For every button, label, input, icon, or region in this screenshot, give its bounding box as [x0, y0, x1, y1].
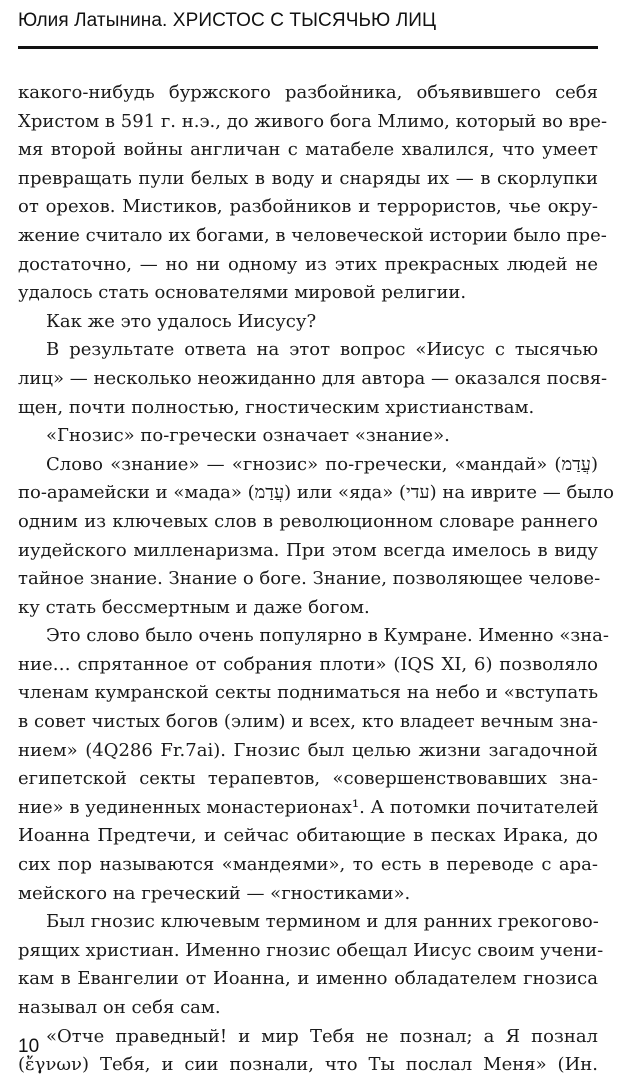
text-line: В результате ответа на этот вопрос «Иисус с тысячью	[46, 339, 598, 361]
text-line: сих пор называются «мандеями», то есть в переводе с ара-	[18, 854, 598, 876]
text-line: от орехов. Мистиков, разбойников и террористов, чье окру-	[18, 196, 598, 218]
text-line: жение считало их богами, в человеческой истории было пре-	[18, 224, 607, 246]
text-line: нием» (4Q286 Fr.7ai). Гнозис был целью жизни загадочной	[18, 739, 598, 761]
text-line: иудейского милленаризма. При этом всегда имелось в виду	[18, 539, 598, 561]
text-line: ку стать бессмертным и даже богом.	[18, 596, 370, 618]
text-line: тайное знание. Знание о боге. Знание, позволяющее челове-	[18, 568, 601, 590]
text-line: Как же это удалось Иисусу?	[46, 310, 317, 332]
text-line: называл он себя сам.	[18, 997, 221, 1018]
header-rule	[18, 46, 598, 49]
page-number: 10	[18, 1036, 40, 1057]
text-line: щен, почти полностью, гностическим христианствам.	[18, 396, 535, 418]
text-line: ние» в уединенных монастерионах¹. А потомки почитателей	[18, 796, 599, 818]
text-line: Иоанна Предтечи, и сейчас обитающие в песках Ирака, до	[18, 825, 598, 847]
text-line: достаточно, — но ни одному из этих прекрасных людей не	[18, 253, 598, 275]
text-line: «Отче праведный! и мир Тебя не познал; а Я познал	[46, 1025, 598, 1047]
text-line: (ἔγνων) Тебя, и сии познали, что Ты послал Меня» (Ин.	[18, 1054, 598, 1076]
body-text	[18, 79, 614, 1080]
text-line: кам в Евангелии от Иоанна, и именно обладателем гнозиса	[18, 968, 598, 990]
text-line: превращать пули белых в воду и снаряды их — в скорлупки	[18, 167, 598, 189]
text-line: мя второй войны англичан с матабеле хвалился, что умеет	[18, 139, 598, 161]
text-line: членам кумранской секты подниматься на небо и «вступать	[18, 682, 598, 704]
text-line: в совет чистых богов (элим) и всех, кто владеет вечным зна-	[18, 711, 598, 733]
text-line: египетской секты терапевтов, «совершенствовавших зна-	[18, 768, 598, 790]
text-line: Это слово было очень популярно в Кумране. Именно «зна-	[46, 625, 609, 647]
text-line: Христом в 591 г. н.э., до живого бога Млимо, который во вре-	[18, 110, 608, 132]
text-line: Был гнозис ключевым термином и для ранних грекогово-	[46, 911, 599, 933]
text-line: ние… спрятанное от собрания плоти» (IQS XI, 6) позволяло	[18, 653, 598, 675]
text-line: «Гнозис» по-гречески означает «знание».	[46, 425, 450, 447]
text-line: лиц» — несколько неожиданно для автора — оказался посвя-	[18, 367, 608, 389]
text-line: Слово «знание» — «гнозис» по-гречески, «мандай» (עֲדַמ)	[46, 453, 598, 475]
text-line: одним из ключевых слов в революционном словаре раннего	[18, 510, 598, 532]
text-line: по-арамейски и «мада» (עֲדַמ) или «яда» (עדי) на иврите — было	[18, 482, 614, 504]
text-line: мейского на греческий — «гностиками».	[18, 882, 411, 904]
running-head: Юлия Латынина. ХРИСТОС С ТЫСЯЧЬЮ ЛИЦ	[18, 10, 437, 31]
text-line: удалось стать основателями мировой религии.	[18, 282, 467, 304]
text-line: рящих христиан. Именно гнозис обещал Иисус своим учени-	[18, 939, 604, 961]
text-line: какого-нибудь буржского разбойника, объявившего себя	[18, 82, 598, 103]
